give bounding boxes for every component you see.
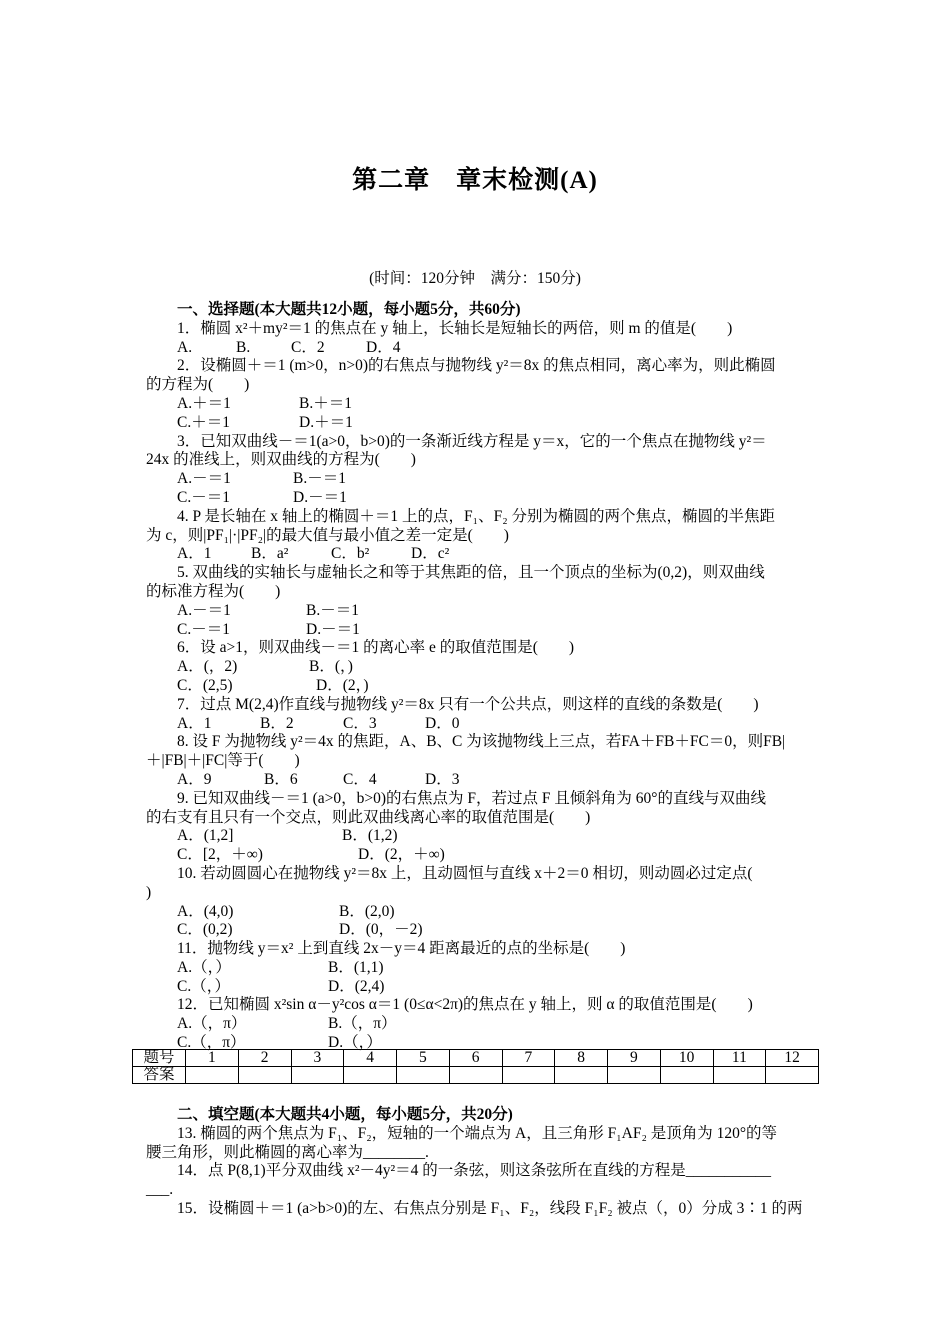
q10-option-a: A．(4,0) — [177, 902, 234, 920]
answer-table-number: 1 — [186, 1050, 239, 1067]
q3-stem-2: 24x 的准线上，则双曲线的方程为( ) — [146, 451, 416, 469]
answer-table-number: 6 — [449, 1050, 502, 1067]
q5-options-cd — [146, 621, 809, 640]
q9-option-a: A．(1,2] — [177, 827, 234, 845]
q12-option-c: C.（，π） — [177, 1034, 246, 1052]
q1-options — [146, 339, 809, 358]
q1-option-d: D．4 — [366, 338, 401, 356]
answer-table — [132, 1049, 819, 1084]
q7-option-d: D．0 — [425, 714, 460, 732]
q3-option-c: C.－＝1 — [177, 488, 230, 506]
q3-options-ab — [146, 470, 809, 489]
answer-cell — [766, 1067, 819, 1084]
q9-stem-2: 的右支有且只有一个交点，则此双曲线离心率的取值范围是( ) — [146, 808, 591, 826]
answer-table-number: 4 — [344, 1050, 397, 1067]
q2-option-a: A.＋＝1 — [177, 394, 231, 412]
answer-cell — [186, 1067, 239, 1084]
q3-option-a: A.－＝1 — [177, 470, 231, 488]
q10-option-d: D．(0，－2) — [339, 921, 423, 939]
q5-option-c: C.－＝1 — [177, 620, 230, 638]
q9-options-ab — [146, 827, 809, 846]
answer-table-answer-header: 答案 — [133, 1067, 186, 1084]
q10-options-cd — [146, 921, 809, 940]
q14-line-1: 14．点 P(8,1)平分双曲线 x²－4y²＝4 的一条弦，则这条弦所在直线的方程是___________ — [177, 1162, 771, 1180]
q4-stem-1: 4. P 是长轴在 x 轴上的椭圆＋＝1 上的点，F₁、F₂ 分别为椭圆的两个焦点，椭圆的半焦距 — [177, 507, 775, 525]
q3-options-cd — [146, 489, 809, 508]
q11-option-d: D．(2,4) — [328, 977, 385, 995]
answer-cell — [449, 1067, 502, 1084]
answer-table-number: 12 — [766, 1050, 819, 1067]
q13-line-1: 13. 椭圆的两个焦点为 F₁、F₂，短轴的一个端点为 A，且三角形 F₁AF₂ 是顶角为 120°的等 — [177, 1124, 778, 1142]
q8-option-a: A．9 — [177, 770, 212, 788]
q7-stem: 7．过点 M(2,4)作直线与抛物线 y²＝8x 只有一个公共点，则这样的直线的条数是( ) — [177, 695, 759, 713]
q12-options-ab — [146, 1015, 809, 1034]
q6-option-c: C．(2,5) — [177, 676, 233, 694]
q14-line-2: ___. — [146, 1181, 174, 1199]
q11-stem: 11．抛物线 y＝x² 上到直线 2x－y＝4 距离最近的点的坐标是( ) — [177, 940, 626, 958]
answer-table-number: 7 — [502, 1050, 555, 1067]
q13-line-2: 腰三角形，则此椭圆的离心率为________. — [146, 1143, 429, 1161]
q4-options — [146, 545, 809, 564]
answer-cell — [344, 1067, 397, 1084]
answer-cell — [555, 1067, 608, 1084]
q5-options-ab — [146, 602, 809, 621]
q6-option-a: A．(，2) — [177, 658, 238, 676]
q2-options-cd — [146, 414, 809, 433]
answer-cell — [397, 1067, 450, 1084]
q1-stem: 1．椭圆 x²＋my²＝1 的焦点在 y 轴上，长轴长是短轴长的两倍，则 m 的值是( ) — [177, 319, 733, 337]
q1-option-b: B. — [236, 338, 251, 356]
q10-stem-2: ) — [146, 883, 152, 901]
q5-option-a: A.－＝1 — [177, 601, 231, 619]
q8-option-d: D．3 — [425, 770, 460, 788]
answer-table-number: 3 — [291, 1050, 344, 1067]
q5-stem-2: 的标准方程为( ) — [146, 582, 281, 600]
q2-stem-2: 的方程为( ) — [146, 376, 250, 394]
q5-option-d: D.－＝1 — [306, 620, 360, 638]
q5-option-b: B.－＝1 — [306, 601, 359, 619]
q4-option-b: B．a² — [251, 545, 289, 563]
answer-table-number: 5 — [397, 1050, 450, 1067]
answer-cell — [502, 1067, 555, 1084]
q6-options-cd — [146, 677, 809, 696]
answer-cell — [238, 1067, 291, 1084]
q3-stem-1: 3．已知双曲线－＝1(a>0，b>0)的一条渐近线方程是 y＝x，它的一个焦点在抛物线 y²＝ — [177, 432, 767, 450]
q7-option-a: A．1 — [177, 714, 212, 732]
q4-stem-2: 为 c，则|PF₁|·|PF₂|的最大值与最小值之差一定是( ) — [146, 526, 509, 544]
q4-option-d: D．c² — [411, 545, 450, 563]
answer-cell — [291, 1067, 344, 1084]
q11-options-ab — [146, 959, 809, 978]
q2-options-ab — [146, 395, 809, 414]
q2-option-d: D.＋＝1 — [299, 413, 353, 431]
answer-cell — [608, 1067, 661, 1084]
q3-option-d: D.－＝1 — [293, 488, 347, 506]
answer-table-number: 8 — [555, 1050, 608, 1067]
q11-option-c: C.（，） — [177, 977, 230, 995]
section1-header: 一、选择题(本大题共12小题，每小题5分，共60分) — [177, 301, 521, 318]
q11-option-b: B．(1,1) — [328, 958, 384, 976]
q2-option-c: C.＋＝1 — [177, 413, 230, 431]
section-choice — [146, 301, 809, 1053]
q9-stem-1: 9. 已知双曲线－＝1 (a>0，b>0)的右焦点为 F，若过点 F 且倾斜角为 60°的直线与双曲线 — [177, 789, 767, 807]
time-info: (时间：120分钟 满分：150分) — [369, 270, 581, 287]
q12-option-a: A.（，π） — [177, 1015, 247, 1033]
q9-options-cd — [146, 846, 809, 865]
answer-table-number-row — [133, 1050, 819, 1067]
q1-option-c: C．2 — [291, 338, 325, 356]
q12-option-d: D.（，） — [328, 1034, 382, 1052]
q12-option-b: B.（，π） — [328, 1015, 397, 1033]
q11-option-a: A.（，） — [177, 958, 231, 976]
q2-option-b: B.＋＝1 — [299, 394, 352, 412]
section-fill-blank — [146, 1106, 809, 1219]
q6-option-d: D．(2，) — [316, 676, 369, 694]
q8-option-c: C．4 — [343, 770, 377, 788]
q6-options-ab — [146, 658, 809, 677]
q9-option-b: B．(1,2) — [342, 827, 398, 845]
q2-stem-1: 2．设椭圆＋＝1 (m>0，n>0)的右焦点与抛物线 y²＝8x 的焦点相同，离心率为，则此椭圆 — [177, 357, 776, 375]
q4-option-c: C．b² — [331, 545, 370, 563]
page-title: 第二章 章末检测(A) — [352, 167, 598, 194]
answer-table-number-header: 题号 — [133, 1050, 186, 1067]
answer-table-answer-row — [133, 1067, 819, 1084]
q10-options-ab — [146, 903, 809, 922]
answer-table-number: 10 — [660, 1050, 713, 1067]
q3-option-b: B.－＝1 — [293, 470, 346, 488]
q10-stem-1: 10. 若动圆圆心在抛物线 y²＝8x 上，且动圆恒与直线 x＋2＝0 相切，则动圆必过定点( — [177, 864, 753, 882]
q7-option-c: C．3 — [343, 714, 377, 732]
q8-options — [146, 771, 809, 790]
q10-option-b: B．(2,0) — [339, 902, 395, 920]
section2-header: 二、填空题(本大题共4小题，每小题5分，共20分) — [177, 1106, 513, 1123]
answer-cell — [713, 1067, 766, 1084]
q11-options-cd — [146, 978, 809, 997]
q10-option-c: C．(0,2) — [177, 921, 233, 939]
q4-option-a: A．1 — [177, 545, 212, 563]
q8-stem-1: 8. 设 F 为抛物线 y²＝4x 的焦距，A、B、C 为该抛物线上三点，若FA＋FB＋FC＝0，则FB| — [177, 733, 786, 751]
q9-option-c: C．[2，＋∞) — [177, 846, 263, 864]
q9-option-d: D．(2，＋∞) — [358, 846, 445, 864]
q6-stem: 6．设 a>1，则双曲线－＝1 的离心率 e 的取值范围是( ) — [177, 639, 575, 657]
answer-cell — [660, 1067, 713, 1084]
q7-option-b: B．2 — [260, 714, 294, 732]
q15-line-1: 15．设椭圆＋＝1 (a>b>0)的左、右焦点分别是 F₁、F₂，线段 F₁F₂ 被点（，0）分成 3∶1 的两 — [177, 1199, 803, 1217]
answer-table-number: 9 — [608, 1050, 661, 1067]
q1-option-a: A. — [177, 338, 193, 356]
q5-stem-1: 5. 双曲线的实轴长与虚轴长之和等于其焦距的倍，且一个顶点的坐标为(0,2)，则双曲线 — [177, 564, 765, 582]
q6-option-b: B．(，) — [309, 658, 353, 676]
q12-stem: 12．已知椭圆 x²sin α－y²cos α＝1 (0≤α<2π)的焦点在 y 轴上，则 α 的取值范围是( ) — [177, 996, 753, 1014]
q8-stem-2: ＋|FB|＋|FC|等于( ) — [146, 752, 300, 770]
answer-table-number: 2 — [238, 1050, 291, 1067]
answer-table-number: 11 — [713, 1050, 766, 1067]
q7-options — [146, 715, 809, 734]
q8-option-b: B．6 — [264, 770, 298, 788]
